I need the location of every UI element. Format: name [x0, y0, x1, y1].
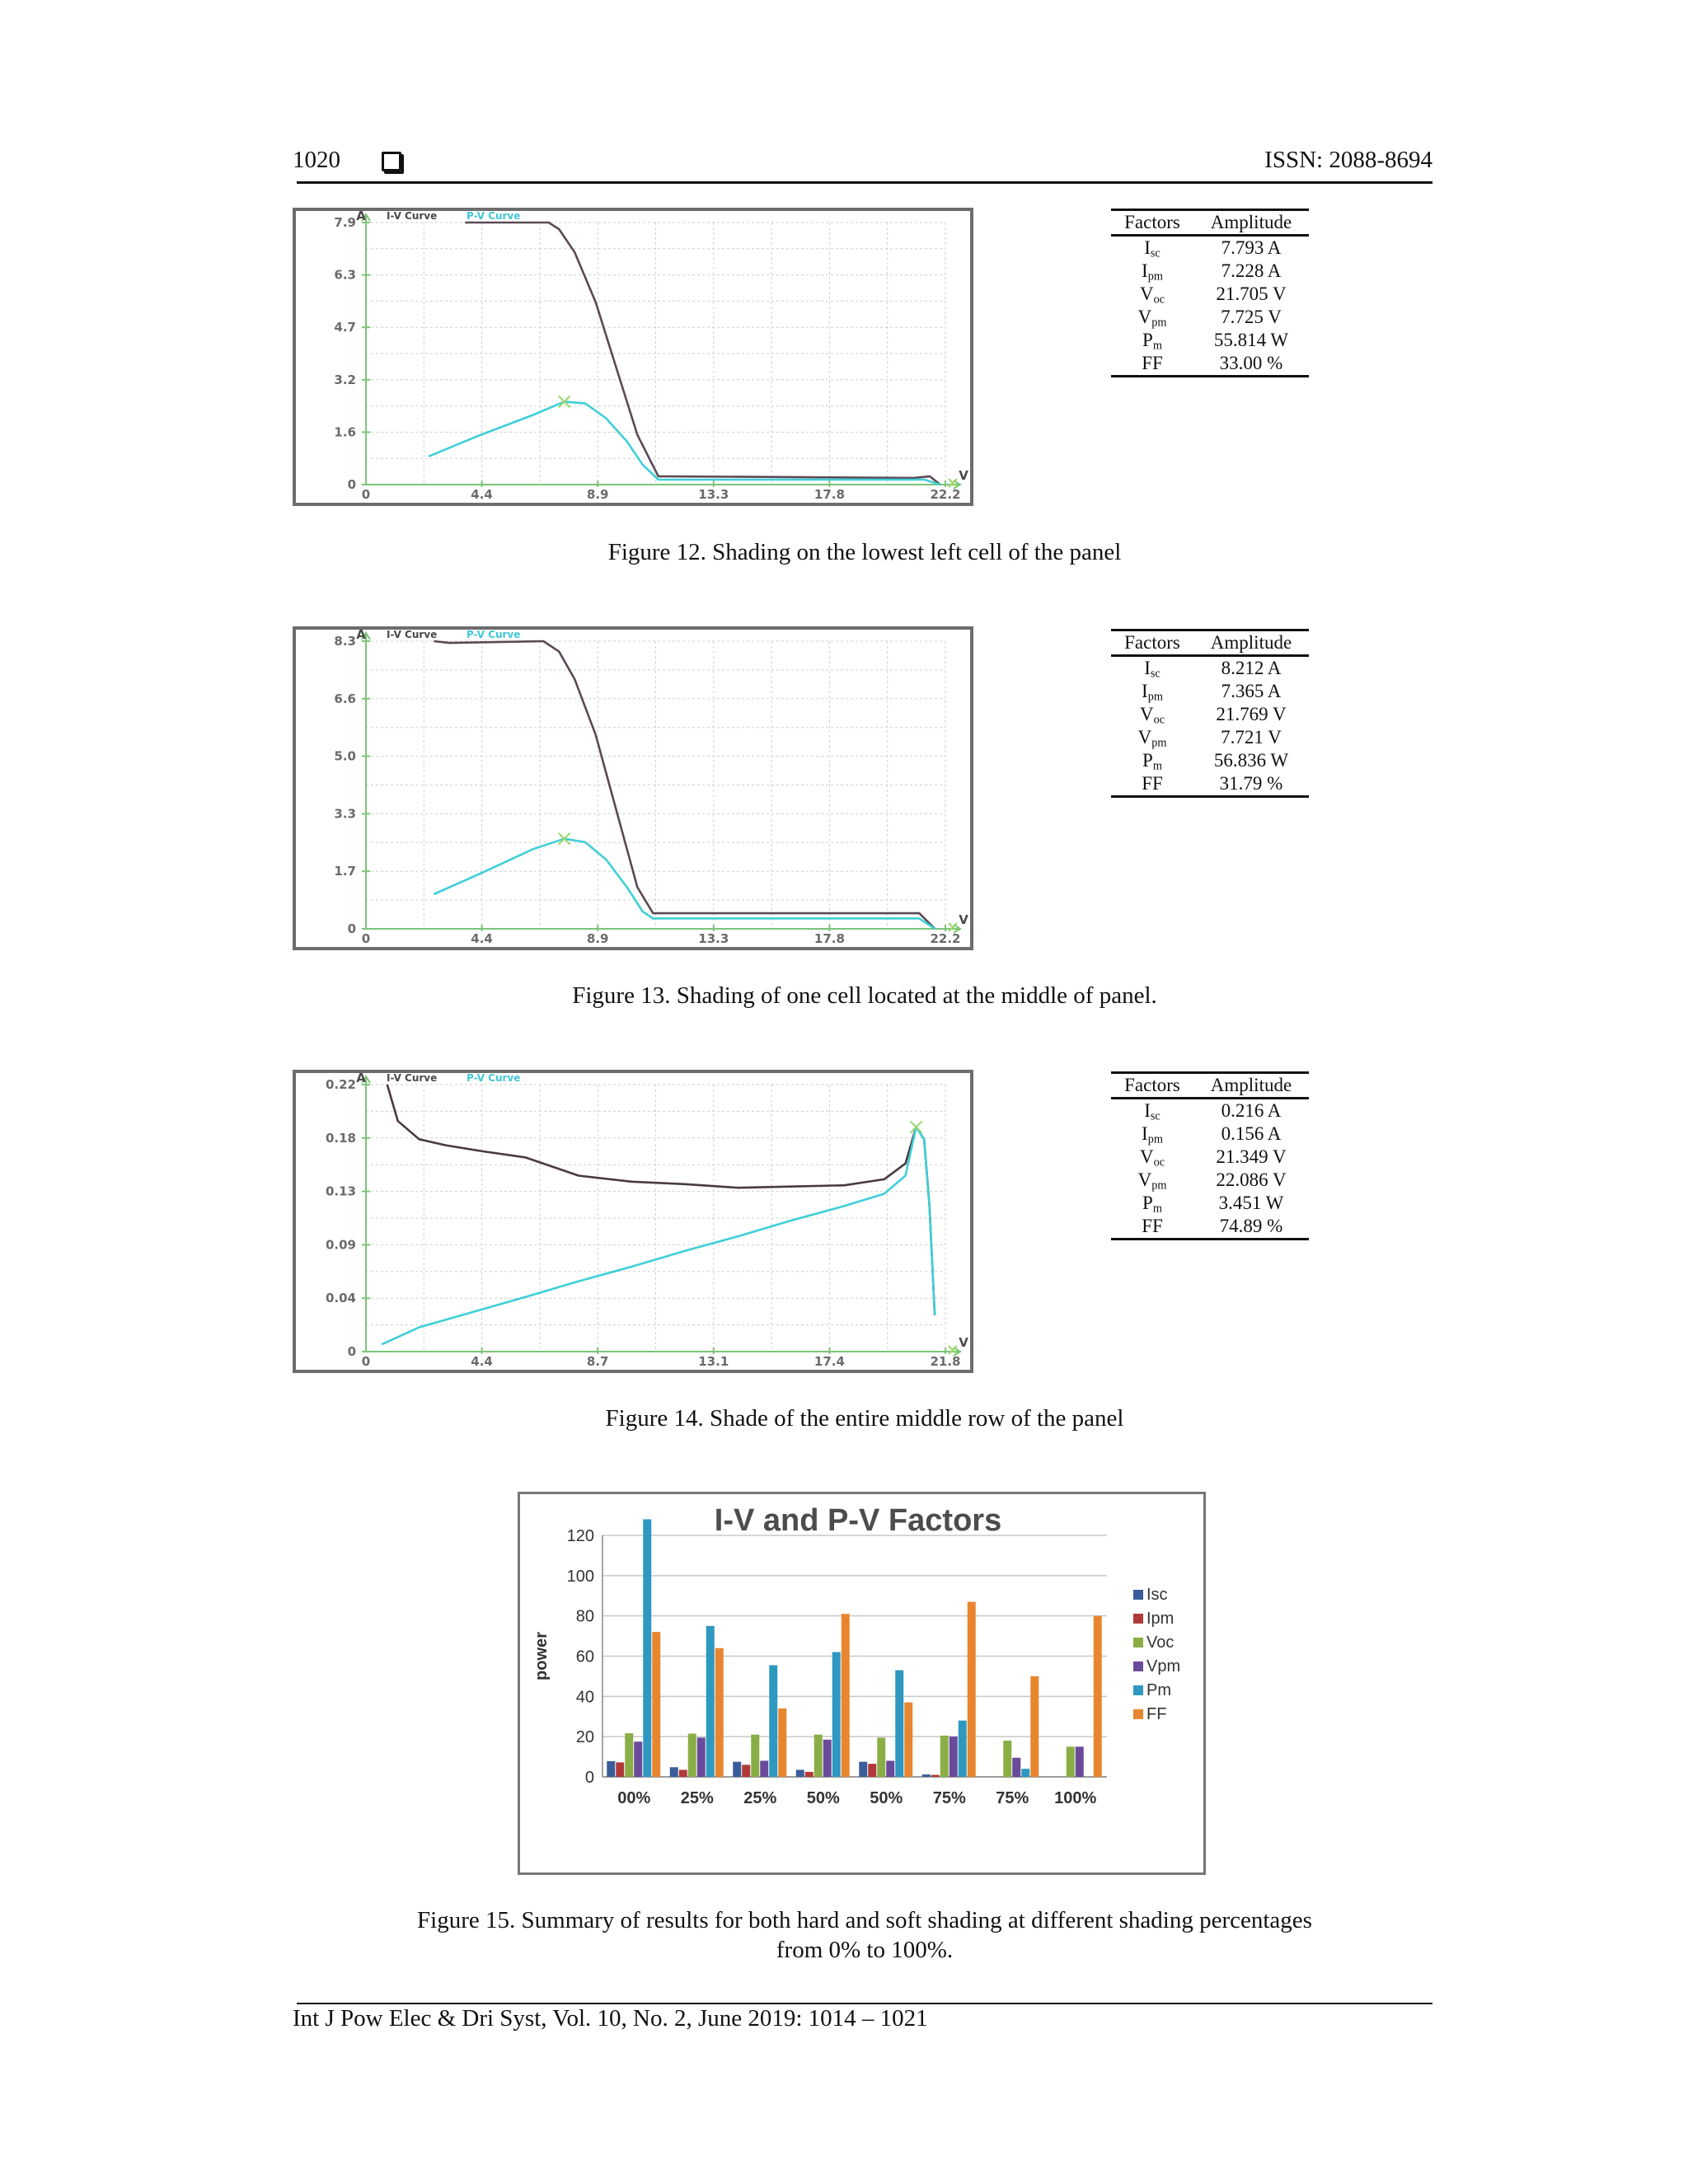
y-tick-label: 0 — [347, 921, 356, 936]
figure-13-caption: Figure 13. Shading of one cell located at the middle of panel. — [572, 982, 1157, 1009]
table-row — [1111, 656, 1309, 681]
factor-name: $V_{pm}$ — [1137, 727, 1167, 750]
x-tick-label: 13.1 — [698, 1354, 729, 1369]
y-tick-label: 4.7 — [334, 320, 356, 335]
bar-pm — [1021, 1769, 1029, 1777]
bar-ff — [652, 1632, 660, 1777]
y-tick-label: 100 — [566, 1567, 594, 1586]
factors-table — [1111, 1071, 1309, 1240]
factors-header: Factors — [1111, 210, 1193, 236]
factors-header: Factors — [1111, 1073, 1193, 1099]
figure-14-caption: Figure 14. Shade of the entire middle row of the panel — [605, 1405, 1124, 1432]
legend-swatch — [1133, 1661, 1143, 1671]
figure-15-caption-line2: from 0% to 100%. — [776, 1937, 954, 1963]
bar-ff — [904, 1703, 912, 1777]
legend-entry: Voc — [1146, 1633, 1175, 1652]
factor-name: $V_{oc}$ — [1139, 1146, 1165, 1169]
table-row — [1111, 1146, 1309, 1169]
page-number: 1020 — [293, 147, 340, 173]
category-label: 00% — [617, 1789, 651, 1807]
legend-entry: Isc — [1146, 1586, 1168, 1604]
bar-ipm — [931, 1775, 940, 1777]
factor-value: 7.365 A — [1221, 681, 1282, 702]
x-tick-label: 0 — [361, 1354, 371, 1369]
bar-voc — [751, 1735, 759, 1777]
y-tick-label: 8.3 — [334, 634, 356, 649]
table-row — [1111, 352, 1309, 377]
bar-vpm — [697, 1737, 706, 1777]
figure-12-caption: Figure 12. Shading on the lowest left cell of the panel — [607, 539, 1122, 565]
factor-value: 3.451 W — [1218, 1193, 1284, 1214]
axis-v-label: V — [959, 1335, 968, 1350]
y-tick-label: 40 — [575, 1688, 594, 1707]
legend-entry: FF — [1146, 1705, 1167, 1723]
y-axis-label: power — [532, 1632, 551, 1680]
table-row — [1111, 749, 1309, 772]
x-tick-label: 0 — [361, 487, 371, 502]
factor-name: FF — [1111, 1215, 1193, 1240]
bar-pm — [643, 1519, 651, 1777]
iv-pv-chart — [296, 211, 970, 503]
table-row — [1111, 1169, 1309, 1192]
voc-marker — [949, 923, 957, 931]
bar-ipm — [679, 1769, 687, 1777]
issn: ISSN: 2088-8694 — [1264, 147, 1432, 173]
factor-name: $I_{pm}$ — [1142, 260, 1163, 284]
factor-name: $V_{oc}$ — [1139, 284, 1165, 307]
category-label: 75% — [932, 1789, 966, 1807]
factor-value: 7.228 A — [1221, 260, 1282, 282]
figure-13-table-wrap — [1111, 629, 1309, 798]
figure-15-caption-line1: Figure 15. Summary of results for both hard and soft shading at different shading percentages — [417, 1907, 1312, 1933]
bar-isc — [733, 1762, 741, 1777]
factor-name: $V_{pm}$ — [1137, 307, 1167, 330]
x-tick-label: 8.9 — [586, 487, 609, 502]
y-tick-label: 0.22 — [325, 1077, 356, 1092]
category-label: 25% — [743, 1789, 777, 1807]
table-row — [1111, 726, 1309, 749]
axis-i-label: A — [356, 1073, 366, 1085]
table-row — [1111, 1099, 1309, 1123]
table-row — [1111, 329, 1309, 352]
bar-ff — [778, 1708, 786, 1777]
bar-pm — [895, 1671, 903, 1777]
category-label: 50% — [806, 1789, 840, 1807]
bar-isc — [796, 1769, 804, 1777]
legend-pv-curve: P-V Curve — [467, 1073, 521, 1084]
table-row — [1111, 1122, 1309, 1146]
factor-name: $V_{oc}$ — [1139, 704, 1165, 727]
factor-value: 22.086 V — [1216, 1169, 1287, 1191]
axis-v-label: V — [959, 912, 968, 927]
y-tick-label: 0.09 — [325, 1237, 356, 1253]
axis-v-label: V — [959, 468, 968, 483]
y-tick-label: 120 — [566, 1527, 594, 1545]
table-row — [1111, 1215, 1309, 1240]
legend-iv-curve: I-V Curve — [387, 630, 438, 640]
table-row — [1111, 1192, 1309, 1215]
bar-ff — [842, 1614, 850, 1777]
factor-name: FF — [1111, 352, 1193, 377]
x-tick-label: 8.9 — [586, 931, 609, 946]
bar-voc — [1003, 1741, 1011, 1777]
factor-value: 7.725 V — [1221, 307, 1282, 328]
factor-value: 33.00 % — [1193, 352, 1309, 377]
bar-ipm — [868, 1764, 876, 1777]
y-tick-label: 3.3 — [334, 806, 356, 822]
table-row — [1111, 772, 1309, 797]
factor-value: 8.212 A — [1221, 658, 1282, 679]
factor-value: 7.721 V — [1221, 727, 1282, 748]
factor-value: 55.814 W — [1213, 330, 1289, 351]
amplitude-header: Amplitude — [1193, 1073, 1309, 1099]
bar-isc — [859, 1762, 867, 1777]
y-tick-label: 0.13 — [325, 1183, 356, 1199]
factor-value: 56.836 W — [1213, 750, 1289, 771]
bar-vpm — [760, 1760, 768, 1777]
chart-title: I-V and P-V Factors — [714, 1503, 1002, 1538]
bar-isc — [922, 1774, 931, 1777]
bar-pm — [769, 1665, 777, 1777]
bar-isc — [670, 1767, 678, 1777]
factor-value: 21.705 V — [1216, 284, 1287, 305]
y-tick-label: 6.6 — [334, 691, 356, 706]
pv-curve-line — [429, 401, 940, 485]
y-tick-label: 20 — [575, 1728, 594, 1747]
header-rule — [297, 181, 1432, 184]
y-tick-label: 5.0 — [334, 748, 356, 764]
figure-15-chart — [518, 1492, 1206, 1875]
pv-curve-line — [382, 1127, 935, 1345]
bar-ff — [1030, 1676, 1039, 1777]
y-tick-label: 0.04 — [325, 1291, 356, 1306]
bar-pm — [706, 1626, 715, 1777]
y-tick-label: 0 — [347, 477, 356, 492]
bar-voc — [814, 1735, 823, 1777]
x-tick-label: 21.8 — [930, 1354, 961, 1369]
legend-swatch — [1133, 1685, 1143, 1695]
factor-name: $V_{pm}$ — [1137, 1169, 1167, 1193]
footer-citation: Int J Pow Elec & Dri Syst, Vol. 10, No. 2, June 2019: 1014 – 1021 — [293, 2005, 928, 2032]
y-tick-label: 7.9 — [334, 215, 356, 230]
checkbox-glyph-icon — [382, 152, 401, 171]
figure-12-plot — [293, 208, 973, 506]
y-tick-label: 60 — [575, 1647, 594, 1666]
bar-ipm — [742, 1765, 750, 1777]
y-tick-label: 1.7 — [334, 864, 356, 879]
y-tick-label: 0.18 — [325, 1130, 356, 1146]
iv-curve-line — [387, 1085, 935, 1315]
bar-vpm — [634, 1741, 642, 1777]
bar-vpm — [886, 1760, 894, 1777]
bar-chart — [520, 1494, 1203, 1872]
factor-value: 0.156 A — [1221, 1123, 1282, 1145]
legend-entry: Pm — [1146, 1681, 1171, 1699]
table-row — [1111, 703, 1309, 726]
figure-13-plot — [293, 626, 973, 950]
bar-voc — [625, 1733, 633, 1777]
amplitude-header: Amplitude — [1193, 630, 1309, 656]
factor-value: 74.89 % — [1193, 1215, 1309, 1240]
y-tick-label: 1.6 — [334, 424, 356, 440]
axis-i-label: A — [356, 630, 366, 642]
bar-ff — [715, 1648, 724, 1777]
legend-entry: Vpm — [1146, 1657, 1181, 1675]
factor-name: $P_m$ — [1142, 330, 1162, 353]
factor-name: $I_{pm}$ — [1142, 681, 1163, 704]
legend-swatch — [1133, 1590, 1143, 1600]
iv-pv-chart — [296, 1073, 970, 1370]
category-label: 75% — [996, 1789, 1029, 1807]
legend-pv-curve: P-V Curve — [467, 630, 521, 640]
iv-pv-chart — [296, 630, 970, 947]
axis-i-label: A — [356, 211, 366, 223]
x-tick-label: 17.4 — [814, 1354, 845, 1369]
x-tick-label: 22.2 — [930, 931, 961, 946]
y-tick-label: 0 — [347, 1344, 356, 1359]
bar-voc — [877, 1737, 885, 1777]
legend-iv-curve: I-V Curve — [387, 211, 438, 222]
bar-pm — [959, 1721, 967, 1777]
factor-name: $I_{sc}$ — [1144, 1100, 1160, 1123]
bar-vpm — [1076, 1746, 1084, 1777]
category-label: 100% — [1054, 1789, 1097, 1807]
footer-rule — [297, 2003, 1432, 2004]
x-tick-label: 22.2 — [930, 487, 961, 502]
table-row — [1111, 236, 1309, 260]
factor-value: 21.349 V — [1216, 1146, 1287, 1168]
y-tick-label: 3.2 — [334, 372, 356, 387]
x-tick-label: 13.3 — [698, 931, 729, 946]
bar-ff — [1094, 1616, 1102, 1777]
figure-14-table-wrap — [1111, 1071, 1309, 1240]
legend-swatch — [1133, 1614, 1143, 1624]
category-label: 50% — [870, 1789, 903, 1807]
bar-ipm — [805, 1772, 814, 1777]
bar-voc — [940, 1736, 949, 1777]
legend-pv-curve: P-V Curve — [467, 211, 521, 222]
amplitude-header: Amplitude — [1193, 210, 1309, 236]
bar-vpm — [1012, 1758, 1020, 1777]
factor-value: 7.793 A — [1221, 237, 1282, 259]
y-tick-label: 0 — [584, 1769, 594, 1787]
factor-name: $P_m$ — [1142, 1193, 1162, 1216]
bar-vpm — [950, 1736, 958, 1777]
figure-14-plot — [293, 1070, 973, 1373]
factor-name: FF — [1111, 772, 1193, 797]
factor-name: $I_{pm}$ — [1142, 1123, 1163, 1146]
x-tick-label: 4.4 — [471, 487, 493, 502]
factor-value: 21.769 V — [1216, 704, 1287, 725]
category-label: 25% — [680, 1789, 714, 1807]
voc-marker — [949, 479, 957, 487]
factor-name: $I_{sc}$ — [1144, 237, 1160, 260]
bar-ff — [968, 1602, 976, 1777]
table-row — [1111, 306, 1309, 329]
x-tick-label: 17.8 — [814, 487, 845, 502]
x-tick-label: 4.4 — [471, 931, 493, 946]
legend-iv-curve: I-V Curve — [387, 1073, 438, 1084]
x-tick-label: 0 — [361, 931, 371, 946]
x-tick-label: 8.7 — [586, 1354, 609, 1369]
legend-swatch — [1133, 1638, 1143, 1647]
bar-ipm — [616, 1762, 624, 1777]
factor-name: $I_{sc}$ — [1144, 658, 1160, 681]
y-tick-label: 80 — [575, 1607, 594, 1626]
y-tick-label: 6.3 — [334, 267, 356, 283]
x-tick-label: 13.3 — [698, 487, 729, 502]
bar-voc — [688, 1734, 696, 1777]
legend-entry: Ipm — [1146, 1610, 1175, 1628]
bar-isc — [607, 1761, 615, 1777]
factor-value: 31.79 % — [1193, 772, 1309, 797]
x-tick-label: 4.4 — [471, 1354, 493, 1369]
factors-header: Factors — [1111, 630, 1193, 656]
voc-marker — [949, 1346, 957, 1354]
legend-swatch — [1133, 1709, 1143, 1719]
factor-value: 0.216 A — [1221, 1100, 1282, 1122]
pv-curve-line — [434, 839, 935, 929]
bar-voc — [1067, 1746, 1075, 1777]
factors-table — [1111, 629, 1309, 798]
table-row — [1111, 283, 1309, 306]
bar-pm — [832, 1652, 841, 1777]
factors-table — [1111, 209, 1309, 377]
factor-name: $P_m$ — [1142, 750, 1162, 773]
bar-vpm — [823, 1740, 832, 1777]
x-tick-label: 17.8 — [814, 931, 845, 946]
table-row — [1111, 260, 1309, 283]
table-row — [1111, 680, 1309, 703]
figure-12-table-wrap — [1111, 209, 1309, 377]
